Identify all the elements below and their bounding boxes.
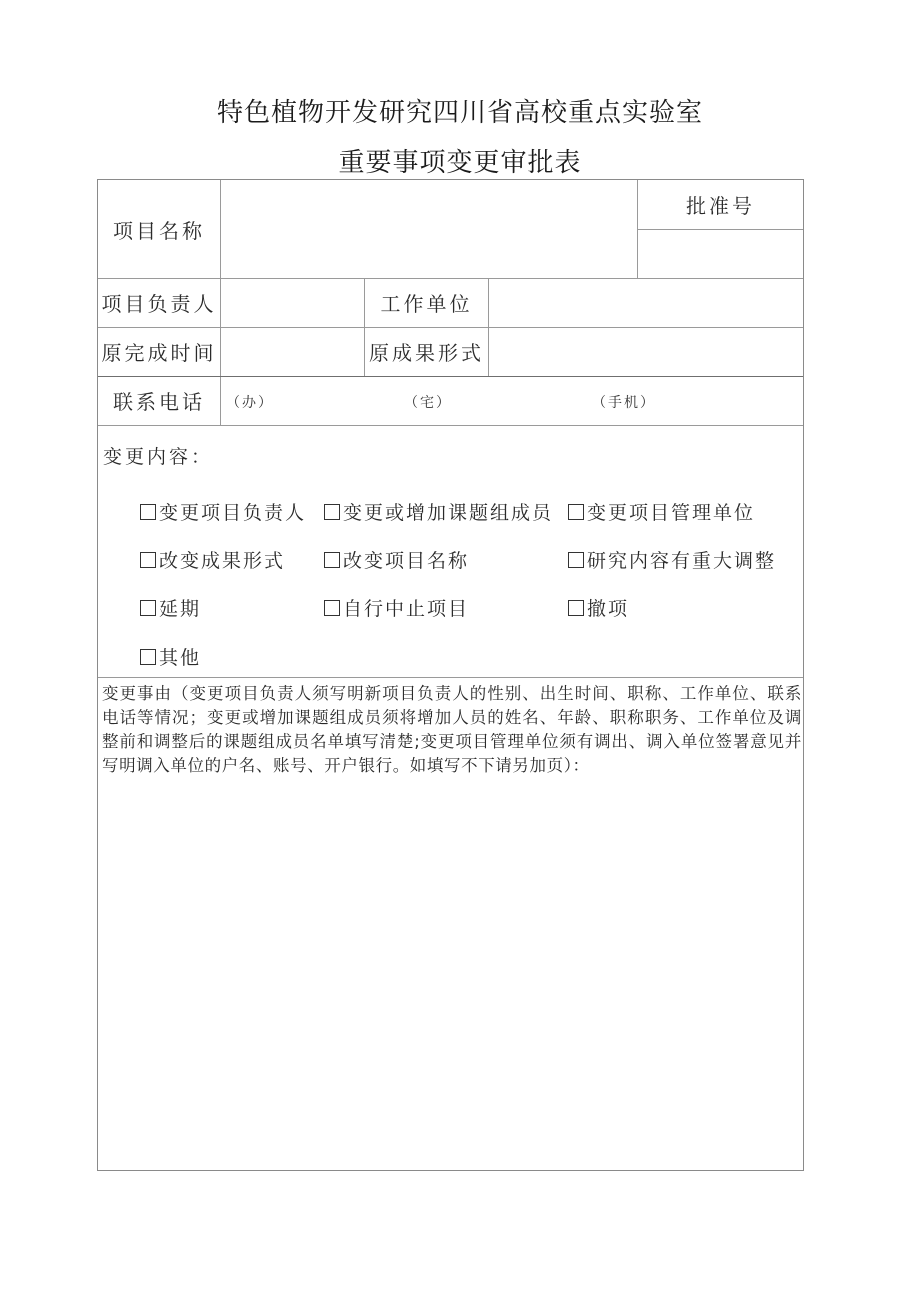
option-change-management-unit[interactable]	[568, 498, 755, 525]
project-leader-field[interactable]	[221, 279, 364, 327]
original-completion-time-label: 原完成时间	[101, 341, 217, 365]
checkbox-icon[interactable]	[568, 552, 584, 568]
option-extension[interactable]	[140, 594, 201, 621]
option-change-result-form[interactable]	[140, 546, 285, 573]
checkbox-icon[interactable]	[140, 552, 156, 568]
change-reason-field[interactable]	[98, 780, 803, 1170]
work-unit-label: 工作单位	[380, 292, 473, 316]
original-completion-time-field[interactable]	[221, 328, 364, 376]
divider	[98, 677, 803, 678]
option-change-members[interactable]	[324, 498, 553, 525]
option-label: 改变项目名称	[343, 550, 470, 572]
approval-no-label: 批准号	[686, 194, 755, 218]
project-leader-label: 项目负责人	[101, 292, 217, 316]
approval-no-field[interactable]	[638, 230, 803, 278]
option-label: 其他	[159, 647, 202, 669]
checkbox-icon[interactable]	[140, 504, 156, 520]
option-label: 改变成果形式	[159, 550, 286, 572]
option-label: 变更项目负责人	[159, 502, 307, 524]
form-title: 重要事项变更审批表	[338, 148, 582, 178]
checkbox-icon[interactable]	[140, 649, 156, 665]
option-other[interactable]	[140, 643, 201, 670]
project-name-field[interactable]	[221, 180, 637, 278]
checkbox-icon[interactable]	[568, 600, 584, 616]
original-result-form-field[interactable]	[489, 328, 803, 376]
change-content-label: 变更内容：	[103, 446, 214, 468]
option-label: 延期	[159, 598, 202, 620]
work-unit-field[interactable]	[489, 279, 803, 327]
change-reason-instructions: 变更事由（变更项目负责人须写明新项目负责人的性别、出生时间、职称、工作单位、联系电话等情况；变更或增加课题组成员须将增加人员的姓名、年龄、职称职务、工作单位及调整前和调整后的课题组成员名单填写清楚;变更项目管理单位须有调出、调入单位签署意见并写明调入单位的户名、账号、开户银行。如填写不下请另加页）：	[102, 684, 802, 775]
approval-form	[97, 179, 804, 1171]
checkbox-icon[interactable]	[140, 600, 156, 616]
option-change-project-name[interactable]	[324, 546, 469, 573]
option-label: 变更项目管理单位	[587, 502, 756, 524]
project-name-label: 项目名称	[113, 218, 205, 243]
checkbox-icon[interactable]	[324, 600, 340, 616]
option-label: 变更或增加课题组成员	[343, 502, 554, 524]
checkbox-icon[interactable]	[324, 504, 340, 520]
checkbox-icon[interactable]	[568, 504, 584, 520]
divider	[98, 425, 803, 426]
document-title: 特色植物开发研究四川省高校重点实验室	[216, 98, 703, 128]
checkbox-icon[interactable]	[324, 552, 340, 568]
option-change-leader[interactable]	[140, 498, 306, 525]
option-self-termination[interactable]	[324, 594, 469, 621]
mobile-phone-label[interactable]: （手机）	[592, 395, 656, 411]
office-phone-label[interactable]: （办）	[226, 395, 274, 411]
option-label: 自行中止项目	[343, 598, 470, 620]
original-result-form-label: 原成果形式	[369, 341, 484, 365]
option-major-content-adjustment[interactable]	[568, 546, 776, 573]
home-phone-label[interactable]: （宅）	[404, 395, 452, 411]
contact-phone-label: 联系电话	[113, 390, 205, 414]
option-label: 撤项	[587, 598, 630, 620]
option-label: 研究内容有重大调整	[587, 550, 777, 572]
option-withdraw-project[interactable]	[568, 594, 629, 621]
